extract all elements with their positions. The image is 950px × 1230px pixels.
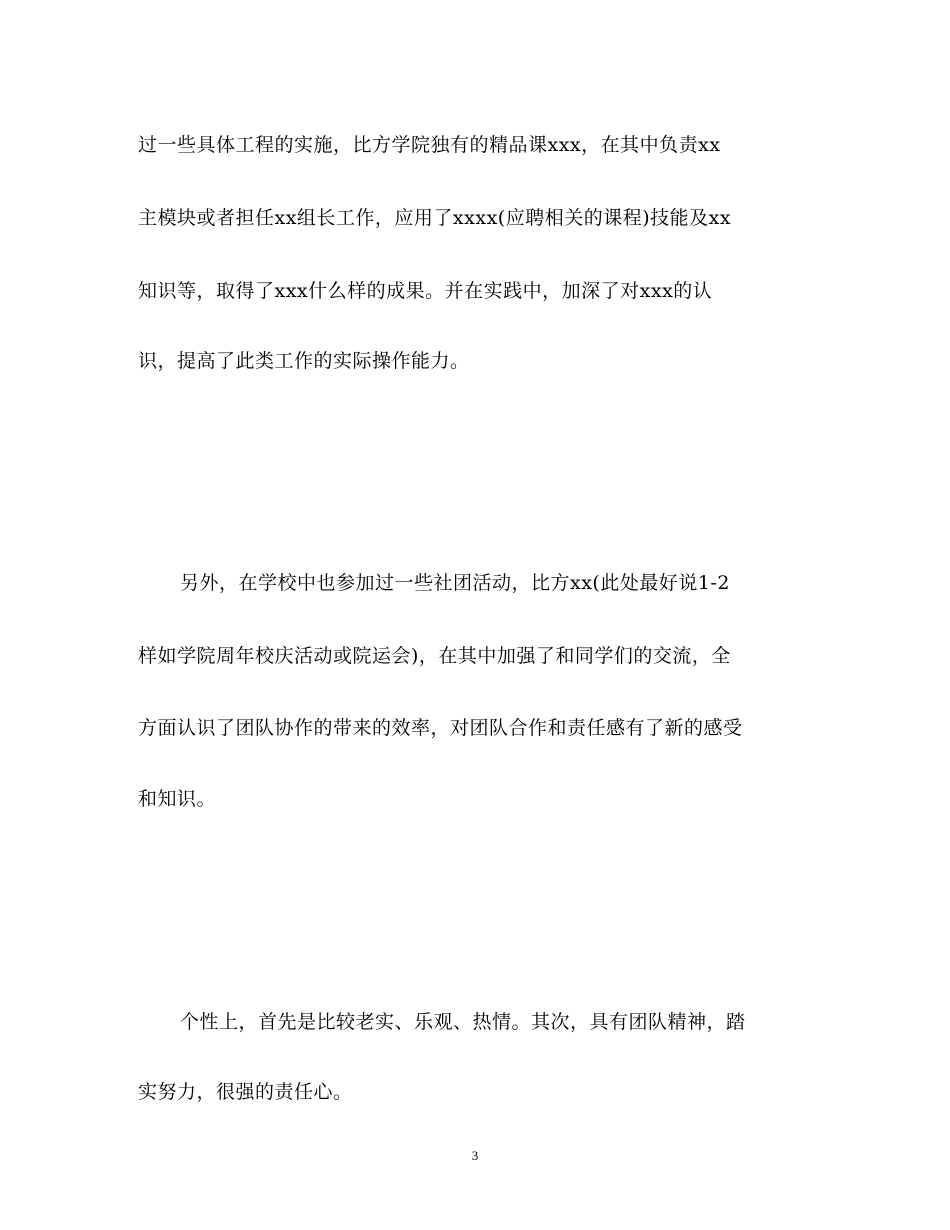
- paragraph-3-line-1: 个性上，首先是比较老实、乐观、热情。其次，具有团队精神，踏: [180, 1011, 746, 1033]
- paragraph-2-line-4: 和知识。: [138, 788, 217, 810]
- paragraph-2-line-3: 方面认识了团队协作的带来的效率，对团队合作和责任感有了新的感受: [138, 717, 743, 739]
- paragraph-1-line-2: 主模块或者担任xx组长工作，应用了xxxx(应聘相关的课程)技能及xx: [138, 207, 732, 229]
- paragraph-3-line-2: 实努力，很强的责任心。: [138, 1081, 353, 1103]
- paragraph-1-line-1: 过一些具体工程的实施，比方学院独有的精品课xxx，在其中负责xx: [138, 134, 721, 156]
- paragraph-1-line-3: 知识等，取得了xxx什么样的成果。并在实践中，加深了对xxx的认: [138, 280, 713, 302]
- paragraph-2-line-2: 样如学院周年校庆活动或院运会)，在其中加强了和同学们的交流，全: [138, 645, 731, 667]
- paragraph-2-line-1: 另外，在学校中也参加过一些社团活动，比方xx(此处最好说1-2: [180, 572, 730, 594]
- page-number: 3: [471, 1148, 479, 1163]
- paragraph-1-line-4: 识，提高了此类工作的实际操作能力。: [138, 350, 470, 372]
